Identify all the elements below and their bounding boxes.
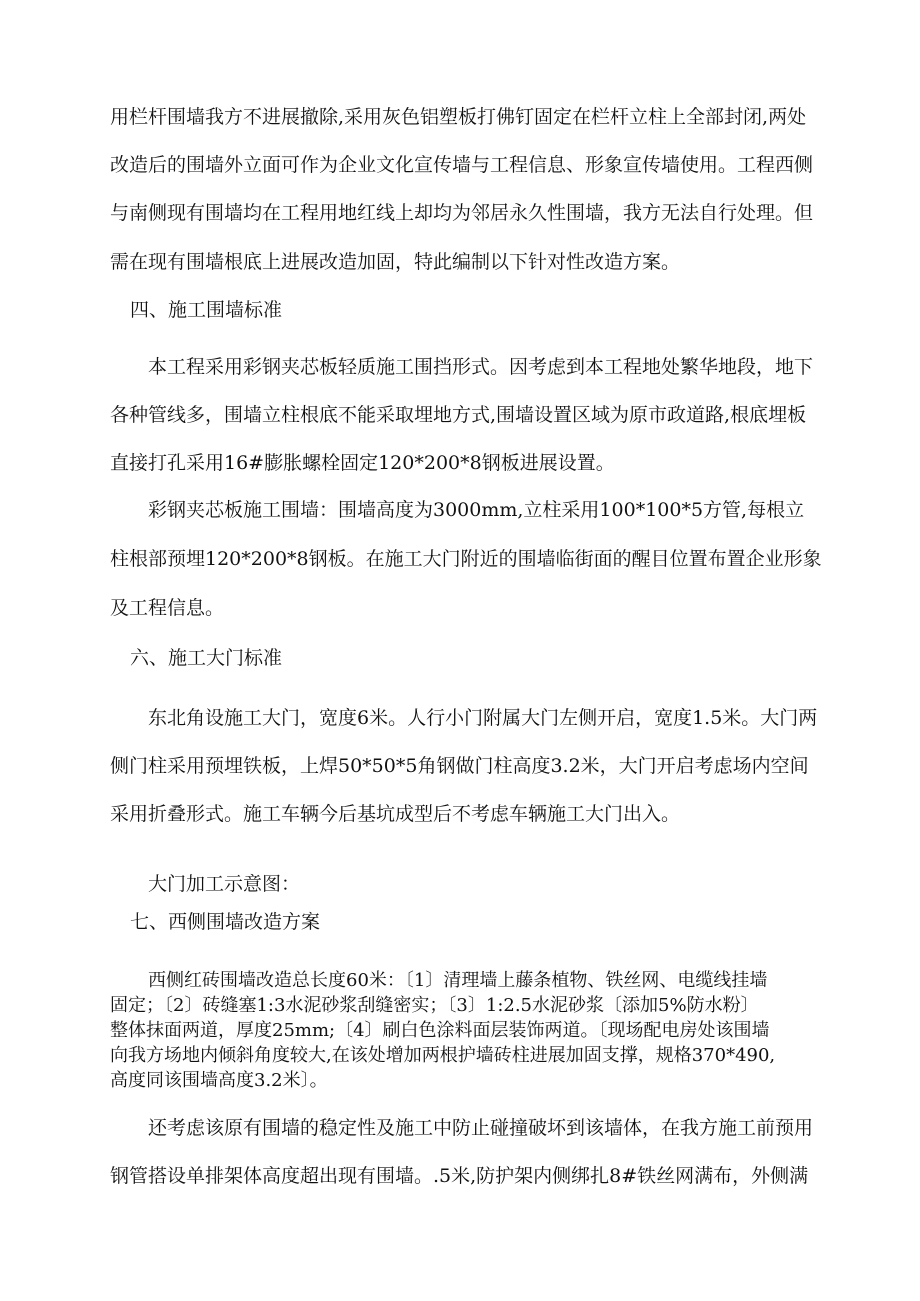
- paragraph-line: 与南侧现有围墙均在工程用地红线上却均为邻居永久性围墙，我方无法自行处理。但: [110, 202, 814, 224]
- paragraph-line: 采用折叠形式。施工车辆今后基坑成型后不考虑车辆施工大门出入。: [110, 803, 681, 825]
- section-heading: 四、施工围墙标准: [130, 299, 283, 321]
- paragraph-line: 固定；〔2〕砖缝塞1:3水泥砂浆刮缝密实；〔3〕1:2.5水泥砂浆〔添加5%防水粉〕: [110, 995, 759, 1016]
- paragraph-line: 还考虑该原有围墙的稳定性及施工中防止碰撞破坏到该墙体，在我方施工前预用: [148, 1117, 814, 1139]
- paragraph-line: 向我方场地内倾斜角度较大,在该处增加两根护墙砖柱进展加固支撑，规格370*490,: [110, 1045, 776, 1066]
- paragraph-line: 彩钢夹芯板施工围墙：围墙高度为3000mm,立柱采用100*100*5方管,每根立: [148, 499, 805, 521]
- paragraph-line: 东北角设施工大门，宽度6米。人行小门附属大门左侧开启，宽度1.5米。大门两: [148, 707, 818, 729]
- paragraph-line: 钢管搭设单排架体高度超出现有围墙。.5米,防护架内侧绑扎8#铁丝网满布，外侧满: [110, 1165, 809, 1187]
- paragraph-line: 直接打孔采用16#膨胀螺栓固定120*200*8钢板进展设置。: [110, 452, 615, 474]
- paragraph-line: 整体抹面两道，厚度25mm;〔4〕刷白色涂料面层装饰两道。〔现场配电房处该围墙: [110, 1020, 770, 1041]
- figure-caption: 大门加工示意图：: [148, 873, 301, 895]
- paragraph-line: 改造后的围墙外立面可作为企业文化宣传墙与工程信息、形象宣传墙使用。工程西侧: [110, 154, 814, 176]
- section-heading: 六、施工大门标准: [130, 647, 283, 669]
- paragraph-line: 侧门柱采用预埋铁板，上焊50*50*5角钢做门柱高度3.2米，大门开启考虑场内空间: [110, 755, 809, 777]
- paragraph-line: 及工程信息。: [110, 597, 225, 619]
- paragraph-line: 高度同该围墙高度3.2米〕。: [110, 1070, 328, 1091]
- paragraph-line: 西侧红砖围墙改造总长度60米：〔1〕清理墙上藤条植物、铁丝网、电缆线挂墙: [148, 970, 768, 991]
- section-heading: 七、西侧围墙改造方案: [130, 911, 321, 933]
- paragraph-line: 各种管线多，围墙立柱根底不能采取埋地方式,围墙设置区域为原市政道路,根底埋板: [110, 404, 807, 426]
- paragraph-line: 用栏杆围墙我方不进展撤除,采用灰色铝塑板打佛钉固定在栏杆立柱上全部封闭,两处: [110, 106, 807, 128]
- paragraph-line: 本工程采用彩钢夹芯板轻质施工围挡形式。因考虑到本工程地处繁华地段，地下: [148, 356, 814, 378]
- paragraph-line: 需在现有围墙根底上进展改造加固，特此编制以下针对性改造方案。: [110, 251, 681, 273]
- paragraph-line: 柱根部预埋120*200*8钢板。在施工大门附近的围墙临街面的醒目位置布置企业形象: [110, 548, 822, 570]
